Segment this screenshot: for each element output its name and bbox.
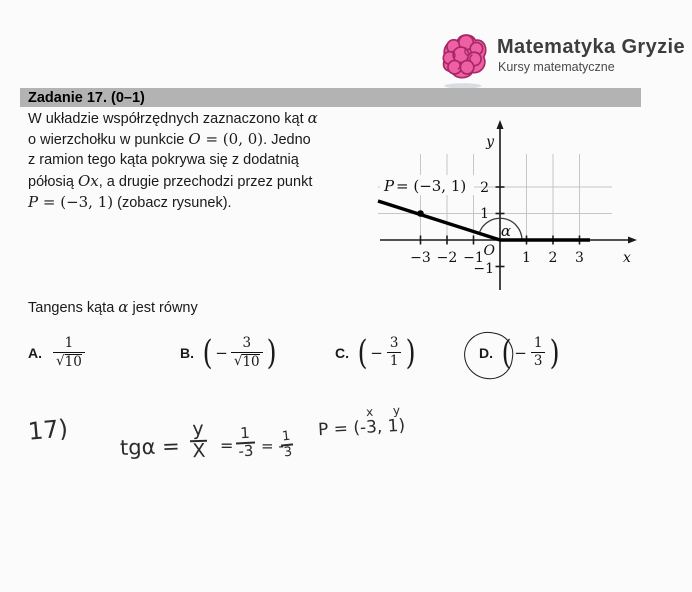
x-tick-2: 2 bbox=[548, 250, 558, 266]
x-axis-label: x bbox=[623, 250, 631, 266]
origin-label: O bbox=[483, 243, 495, 259]
answer-b-fraction: 3 √ 10 bbox=[231, 336, 263, 370]
answer-c-close-paren: ) bbox=[406, 333, 417, 373]
y-tick-1: 1 bbox=[480, 206, 489, 222]
angle-alpha-label: α bbox=[500, 222, 512, 240]
problem-line-1: W układzie współrzędnych zaznaczono kąt α bbox=[28, 109, 318, 127]
y-axis-label: y bbox=[486, 134, 494, 150]
x-tick-1: 1 bbox=[522, 250, 531, 266]
point-p-dot bbox=[417, 210, 424, 217]
point-p-label-coords: = (−3, 1) bbox=[396, 177, 467, 195]
task-header-text: Zadanie 17. (0–1) bbox=[28, 89, 145, 106]
answer-option-b bbox=[180, 330, 278, 376]
answer-d-open-paren: ( bbox=[501, 333, 512, 373]
logo-title: Matematyka Gryzie bbox=[497, 36, 686, 58]
answer-a-label: A. bbox=[28, 345, 42, 361]
x-tick--3: −3 bbox=[410, 250, 431, 266]
problem-line-4: półosią Ox, a drugie przechodzi przez punkt bbox=[28, 172, 313, 190]
grid-lines bbox=[378, 154, 612, 240]
y-axis-arrow bbox=[497, 120, 504, 129]
x-tick-3: 3 bbox=[575, 250, 584, 266]
answer-a-fraction: 1 √ 10 bbox=[53, 336, 85, 370]
answer-d-label: D. bbox=[479, 345, 493, 361]
answer-b-radical: √ bbox=[233, 352, 243, 369]
x-tick--2: −2 bbox=[436, 250, 458, 266]
problem-line-2: o wierzchołku w punkcie O = (0, 0). Jedno bbox=[28, 130, 311, 148]
hw-point: P = (-3, 1) bbox=[317, 415, 406, 441]
x-axis-arrow bbox=[628, 237, 637, 244]
y-tick-2: 2 bbox=[480, 180, 489, 196]
y-tick--1: −1 bbox=[473, 261, 494, 277]
answer-d-close-paren: ) bbox=[550, 333, 561, 373]
handwritten-solution bbox=[0, 400, 692, 490]
question-text: Tangens kąta α jest równy bbox=[28, 298, 198, 316]
problem-line-3: z ramion tego kąta pokrywa się z dodatnią bbox=[28, 152, 299, 168]
answer-option-a bbox=[28, 330, 87, 376]
answer-c-minus: − bbox=[370, 344, 383, 362]
task-header-bar bbox=[20, 88, 641, 107]
logo-subtitle: Kursy matematyczne bbox=[498, 60, 615, 74]
x-tick--1: −1 bbox=[463, 250, 484, 266]
answer-option-c bbox=[335, 330, 418, 376]
answer-d-fraction: $\frac{1}{3}$ bbox=[530, 336, 547, 369]
answer-c-fraction: $\frac{3}{1}$ bbox=[386, 336, 403, 369]
hw-fraction-neg-1-3: 1 3 bbox=[281, 428, 293, 460]
answer-a-radical: √ bbox=[56, 352, 65, 369]
problem-line-5: P = (−3, 1) (zobacz rysunek). bbox=[28, 193, 232, 211]
hw-xy-labels: x y bbox=[365, 402, 409, 420]
answer-b-close-paren: ) bbox=[266, 333, 277, 373]
point-p-label-letter: P bbox=[384, 177, 395, 195]
logo bbox=[435, 28, 685, 88]
hw-equals-minus: = - bbox=[261, 437, 284, 455]
answer-d-minus: − bbox=[514, 344, 527, 362]
answer-b-label: B. bbox=[180, 345, 194, 361]
hw-fraction-1-neg3: 1 -3 bbox=[237, 423, 254, 461]
answer-c-label: C. bbox=[335, 345, 349, 361]
hw-task-number: 17) bbox=[26, 414, 70, 446]
answer-b-open-paren: ( bbox=[202, 333, 213, 373]
answer-c-open-paren: ( bbox=[357, 333, 368, 373]
hw-fraction-y-x: y X bbox=[191, 417, 206, 463]
hw-expression: tgα = bbox=[119, 433, 181, 461]
brain-logo-icon bbox=[435, 30, 493, 90]
coordinate-figure bbox=[375, 112, 687, 299]
hw-equals-1: = bbox=[220, 436, 234, 455]
answer-b-minus: − bbox=[215, 344, 228, 362]
